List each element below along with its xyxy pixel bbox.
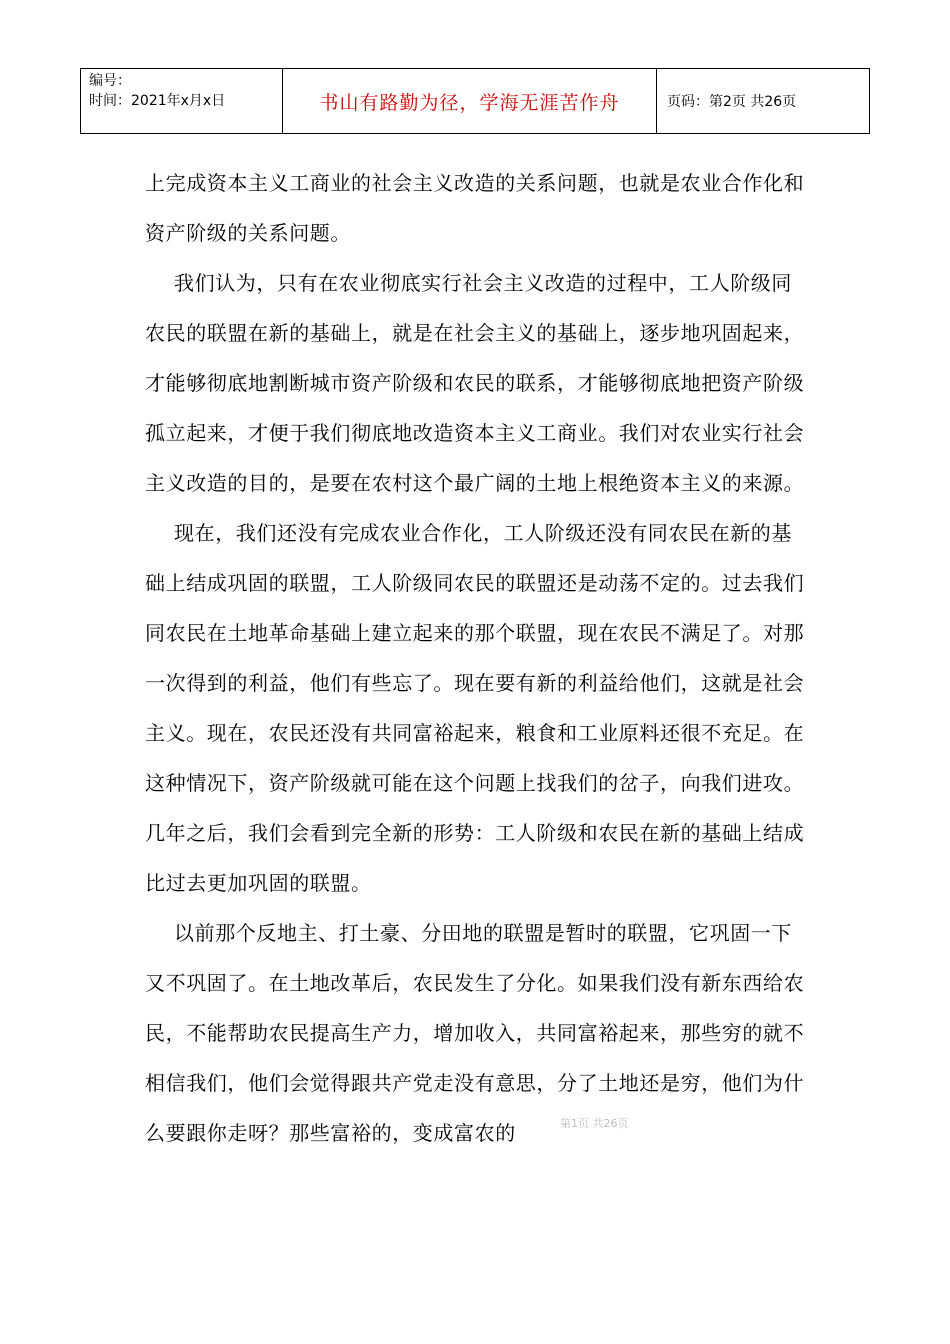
document-body	[145, 158, 810, 1158]
motto-cell	[283, 69, 657, 133]
header-info-cell	[81, 69, 283, 133]
serial-number-label: 编号：	[89, 73, 131, 89]
paragraph-1: 上完成资本主义工商业的社会主义改造的关系问题，也就是农业合作化和资产阶级的关系问题。	[145, 171, 805, 245]
motto-text: 书山有路勤为径，学海无涯苦作舟	[319, 91, 620, 114]
paragraph-2: 我们认为，只有在农业彻底实行社会主义改造的过程中，工人阶级同农民的联盟在新的基础上，就是在社会主义的基础上，逐步地巩固起来，才能够彻底地割断城市资产阶级和农民的联系，才能够彻底地把资产阶级孤立起来，才便于我们彻底地改造资本主义工商业。我们对农业实行社会主义改造的目的，是要在农村这个最广阔的土地上根绝资本主义的来源。	[145, 271, 805, 495]
page-number-label: 页码：第2页 共26页	[667, 94, 797, 110]
faint-page-watermark: 第1页 共26页	[560, 1117, 629, 1130]
paragraph-4: 以前那个反地主、打土豪、分田地的联盟是暂时的联盟，它巩固一下又不巩固了。在土地改革后，农民发生了分化。如果我们没有新东西给农民，不能帮助农民提高生产力，增加收入，共同富裕起来，那些穷的就不相信我们，他们会觉得跟共产党走没有意思，分了土地还是穷，他们为什么要跟你走呀？那些富裕的，变成富农的	[145, 921, 805, 1145]
header-table	[80, 68, 870, 134]
page-number-cell	[657, 69, 869, 133]
date-label: 时间：2021年x月x日	[89, 93, 226, 109]
paragraph-3: 现在，我们还没有完成农业合作化，工人阶级还没有同农民在新的基础上结成巩固的联盟，工人阶级同农民的联盟还是动荡不定的。过去我们同农民在土地革命基础上建立起来的那个联盟，现在农民不满足了。对那一次得到的利益，他们有些忘了。现在要有新的利益给他们，这就是社会主义。现在，农民还没有共同富裕起来，粮食和工业原料还很不充足。在这种情况下，资产阶级就可能在这个问题上找我们的岔子，向我们进攻。几年之后，我们会看到完全新的形势：工人阶级和农民在新的基础上结成比过去更加巩固的联盟。	[145, 521, 805, 895]
